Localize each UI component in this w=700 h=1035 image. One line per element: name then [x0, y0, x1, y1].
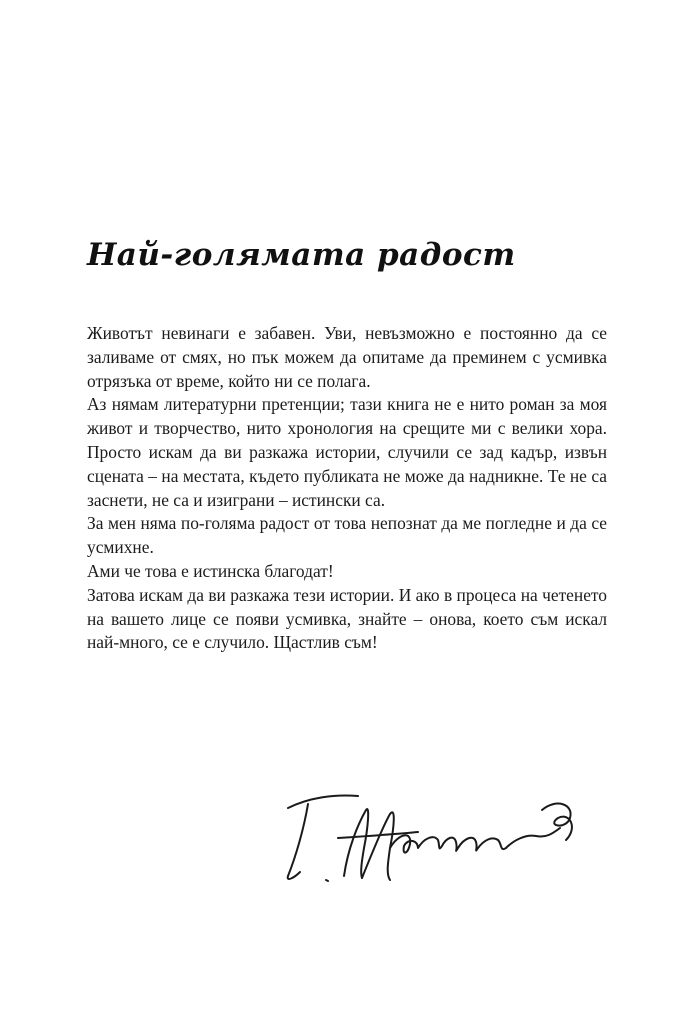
paragraph-1: Животът невинаги е забавен. Уви, невъзможно е постоянно да се заливаме от смях, но пък можем да опитаме да преминем с усмивка отрязъка от време, който ни се полага. — [87, 323, 607, 391]
chapter-title: Най-голямата радост — [87, 237, 516, 273]
paragraph-4: Ами че това е истинска благодат! — [87, 560, 334, 581]
paragraph-2: Аз нямам литературни претенции; тази книга не е нито роман за моя живот и творчество, нито хронология на срещите ми с велики хора. Просто искам да ви разкажа истории, случили се зад кадър, извън сцената – на местата, където публиката не може да надникне. Те не са заснети, не са и изиграни – истински са. — [87, 394, 607, 510]
author-signature — [278, 768, 593, 903]
paragraph-5: Затова искам да ви разкажа тези истории. И ако в процеса на четенето на вашето лице се появи усмивка, знайте – онова, което съм искал най-много, се е случило. Щастлив съм! — [87, 584, 607, 653]
paragraph-3: За мен няма по-голяма радост от това непознат да ме погледне и да се усмихне. — [87, 513, 607, 558]
chapter-body — [87, 322, 607, 655]
